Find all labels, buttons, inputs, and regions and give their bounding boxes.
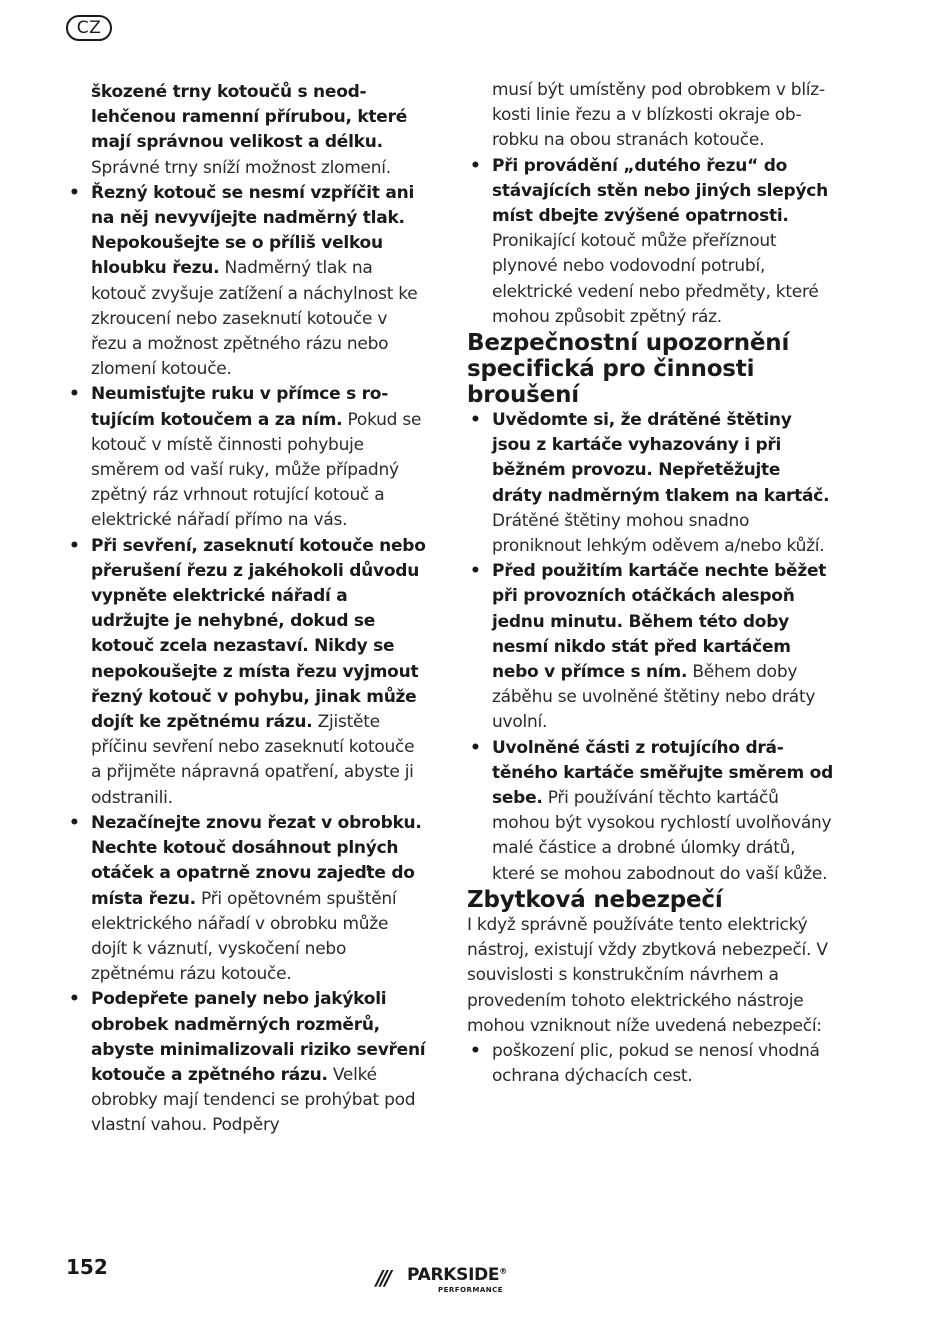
logo-subtitle: PERFORMANCE [438, 1286, 504, 1294]
list-item [467, 736, 835, 887]
bold-text: Před použitím kartáče nechte běžet při provozních otáčkách alespoň jednu minutu. Během této doby nesmí nikdo stát před kartáčem nebo v přímce s ním. [492, 561, 827, 683]
section-heading-residual-risks: Zbytková nebezpečí [467, 886, 723, 913]
right-column [467, 78, 835, 1089]
normal-text: Správné trny sníží možnost zlomení. [91, 157, 391, 178]
normal-text: poškození plic, pokud se nenosí vhodná ochrana dýchacích cest. [492, 1040, 820, 1087]
bold-text: Nezačínejte znovu řezat v obrobku. Nechte kotouč dosáhnout plných otáček a opatrně znovu zajeďte do místa řezu. [91, 812, 422, 909]
continued-paragraph [66, 80, 428, 181]
bullet-list [66, 181, 428, 1139]
list-item [66, 811, 428, 987]
normal-text: Při opětovném spuštění elektrického nářadí v obrobku může dojít k váznutí, vyskočení nebo zpětnému rázu kotouče. [91, 888, 397, 985]
logo-wordmark: PARKSIDE [407, 1265, 500, 1285]
normal-text: Drátěné štětiny mohou snadno proniknout lehkým oděvem a/nebo kůží. [492, 510, 825, 557]
normal-text: Pronikající kotouč může přeříznout plynové nebo vodovodní potrubí, elektrické vedení nebo předměty, které mohou způsobit zpětný ráz. [492, 231, 819, 327]
bold-text: Podepřete panely nebo jakýkoli obrobek nadměrných rozměrů, abyste minimalizovali riziko sevření kotouče a zpětného rázu. [91, 989, 426, 1085]
residual-paragraph [467, 913, 835, 1039]
logo-name [407, 1265, 507, 1285]
bold-text: Uvolněné části z rotujícího drátěného kartáče směřujte směrem od sebe. [492, 737, 834, 809]
list-item [467, 559, 835, 735]
list-item [66, 382, 428, 533]
bold-text: Uvědomte si, že drátěné štětiny jsou z kartáče vyhazovány i při běžném provozu. Nepřetěžujte dráty nadměrným tlakem na kartáč. [492, 410, 830, 506]
normal-text: Během doby záběhu se uvolněné štětiny nebo dráty uvolní. [492, 662, 816, 733]
registered-mark: ® [499, 1266, 507, 1276]
bullet-list [467, 408, 835, 887]
list-item [467, 1039, 835, 1089]
normal-text: Při používání těchto kartáčů mohou být vysokou rychlostí uvolňovány malé částice a drobné úlomky drátů, které se mohou zabodnout do vaší kůže. [492, 788, 832, 884]
logo-slashes: /// [376, 1266, 389, 1290]
list-item [66, 987, 428, 1138]
list-item [66, 534, 428, 811]
bold-text: Při sevření, zaseknutí kotouče nebo přerušení řezu z jakéhokoli důvodu vypněte elektrické nářadí a udržujte je nehybné, dokud se kotouč zcela nezastaví. Nikdy se nepokoušejte z místa řezu vyjmout řezný kotouč v pohybu, jinak může dojít ke zpětnému rázu. [91, 535, 426, 733]
bold-text: Při provádění „dutého řezu“ do stávajících stěn nebo jiných slepých míst dbejte zvýšené opatrnosti. [492, 155, 828, 227]
bold-text: škozené trny kotoučů s neodlehčenou ramenní přírubou, které mají správnou velikost a délku. [91, 82, 407, 153]
list-item [66, 181, 428, 383]
normal-text: musí být umístěny pod obrobkem v blízkosti linie řezu a v blízkosti okraje obrobku na obou stranách kotouče. [492, 80, 826, 151]
list-item [467, 154, 835, 330]
normal-text: Velké obrobky mají tendenci se prohýbat pod vlastní vahou. Podpěry [91, 1064, 416, 1136]
normal-text: Nadměrný tlak na kotouč zvyšuje zatížení a náchylnost ke zkroucení nebo zaseknutí kotouče v řezu a možnost zpětného rázu nebo zlomení kotouče. [91, 258, 418, 380]
language-badge: CZ [66, 15, 112, 41]
bold-text: Neumisťujte ruku v přímce s rotujícím kotoučem a za ním. [91, 384, 389, 430]
continued-paragraph [467, 78, 835, 154]
bullet-list [467, 1039, 835, 1089]
list-item [467, 408, 835, 559]
page-number: 152 [66, 1255, 108, 1279]
brand-logo [376, 1264, 526, 1298]
bold-text: Řezný kotouč se nesmí vzpříčit ani na něj nevyvíjejte nadměrný tlak. Nepokoušejte se o příliš velkou hloubku řezu. [91, 182, 415, 279]
normal-text: Pokud se kotouč v místě činnosti pohybuje směrem od vaší ruky, může případný zpětný ráz vrhnout rotující kotouč a elektrické nářadí přímo na vás. [91, 409, 422, 531]
normal-text: I když správně používáte tento elektrický nástroj, existují vždy zbytková nebezpečí. V souvislosti s konstrukčním návrhem a provedením tohoto elektrického nástroje mohou vzniknout níže uvedená nebezpečí: [467, 914, 828, 1036]
normal-text: Zjistěte příčinu sevření nebo zaseknutí kotouče a přijměte nápravná opatření, abyste ji odstranili. [91, 712, 415, 808]
left-column [66, 80, 428, 1139]
bullet-list [467, 154, 835, 330]
section-heading-grinding-safety: Bezpečnostní upozornění specifická pro činnosti broušení [467, 330, 790, 409]
